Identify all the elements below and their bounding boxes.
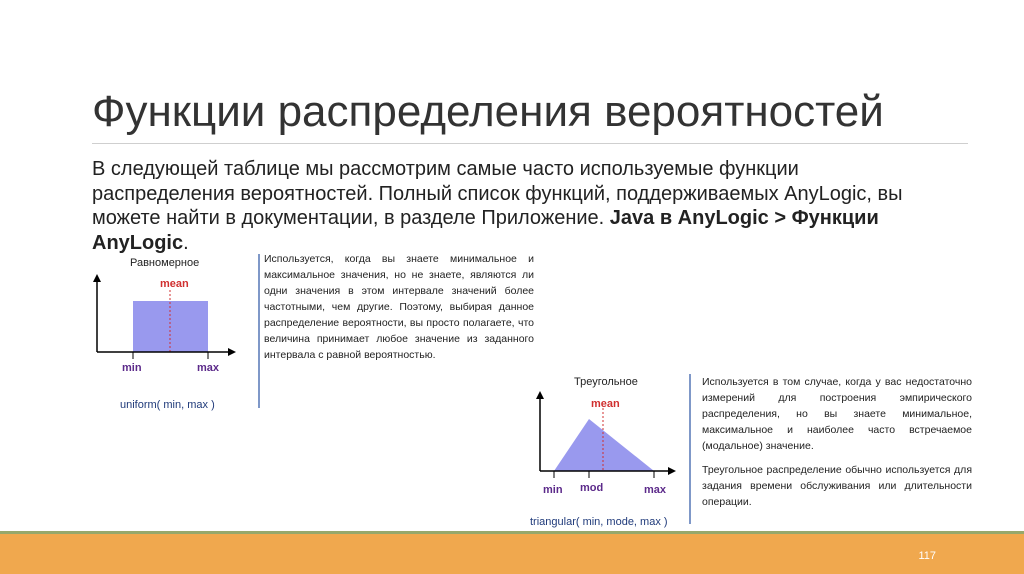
intro-end: . — [183, 231, 189, 254]
uniform-max-label: max — [197, 362, 220, 374]
triangular-chart — [0, 0, 1, 1]
uniform-y-arrow — [93, 274, 101, 282]
title-divider — [92, 143, 968, 144]
footer-bar — [0, 534, 1024, 574]
intro-bold-link: Java в AnyLogic > Функции AnyLogic — [92, 207, 879, 254]
uniform-x-arrow — [228, 348, 236, 356]
uniform-description — [264, 251, 534, 363]
triangular-min-label: min — [543, 484, 563, 496]
uniform-name: Равномерное — [130, 257, 200, 269]
triangular-mod-label: mod — [580, 482, 604, 494]
triangular-name: Треугольное — [574, 376, 638, 388]
triangular-description-text-1: Используется в том случае, когда у вас недостаточно измерений для построения эмпирического распределения, но вы знаете минимальное, максимальное и наиболее часто встречаемое (модальное) значение. — [702, 376, 972, 452]
triangular-divider — [689, 374, 691, 524]
uniform-min-label: min — [122, 362, 142, 374]
uniform-mean-label: mean — [160, 278, 189, 290]
triangular-x-arrow — [668, 467, 676, 475]
uniform-function: uniform( min, max ) — [120, 399, 215, 411]
triangular-area — [554, 419, 654, 471]
triangular-max-label: max — [644, 484, 667, 496]
slide-title: Функции распределения вероятностей — [92, 87, 884, 136]
triangular-function: triangular( min, mode, max ) — [530, 516, 668, 528]
page-number: 117 — [918, 550, 936, 562]
triangular-mean-label: mean — [591, 398, 620, 410]
uniform-description-text: Используется, когда вы знаете минимальное и максимальное значения, но не знаете, являются ли одни значения в этом интервале значений более частотными, чем другие. Поэтому, выбирая данное распределение вероятности, вы просто полагаете, что величина принимает любое значение из заданного интервала с равной вероятностью. — [264, 253, 534, 361]
intro-paragraph — [92, 157, 904, 255]
triangular-description — [702, 374, 972, 510]
intro-text: В следующей таблице мы рассмотрим самые часто используемые функции распределения вероятностей. Полный список функций, поддерживаемых AnyLogic, вы можете найти в документации, в разделе Приложение. — [92, 158, 903, 229]
triangular-description-text-2: Треугольное распределение обычно используется для задания времени обслуживания или длительности операции. — [702, 464, 972, 508]
triangular-y-arrow — [536, 391, 544, 399]
uniform-divider — [258, 254, 260, 408]
